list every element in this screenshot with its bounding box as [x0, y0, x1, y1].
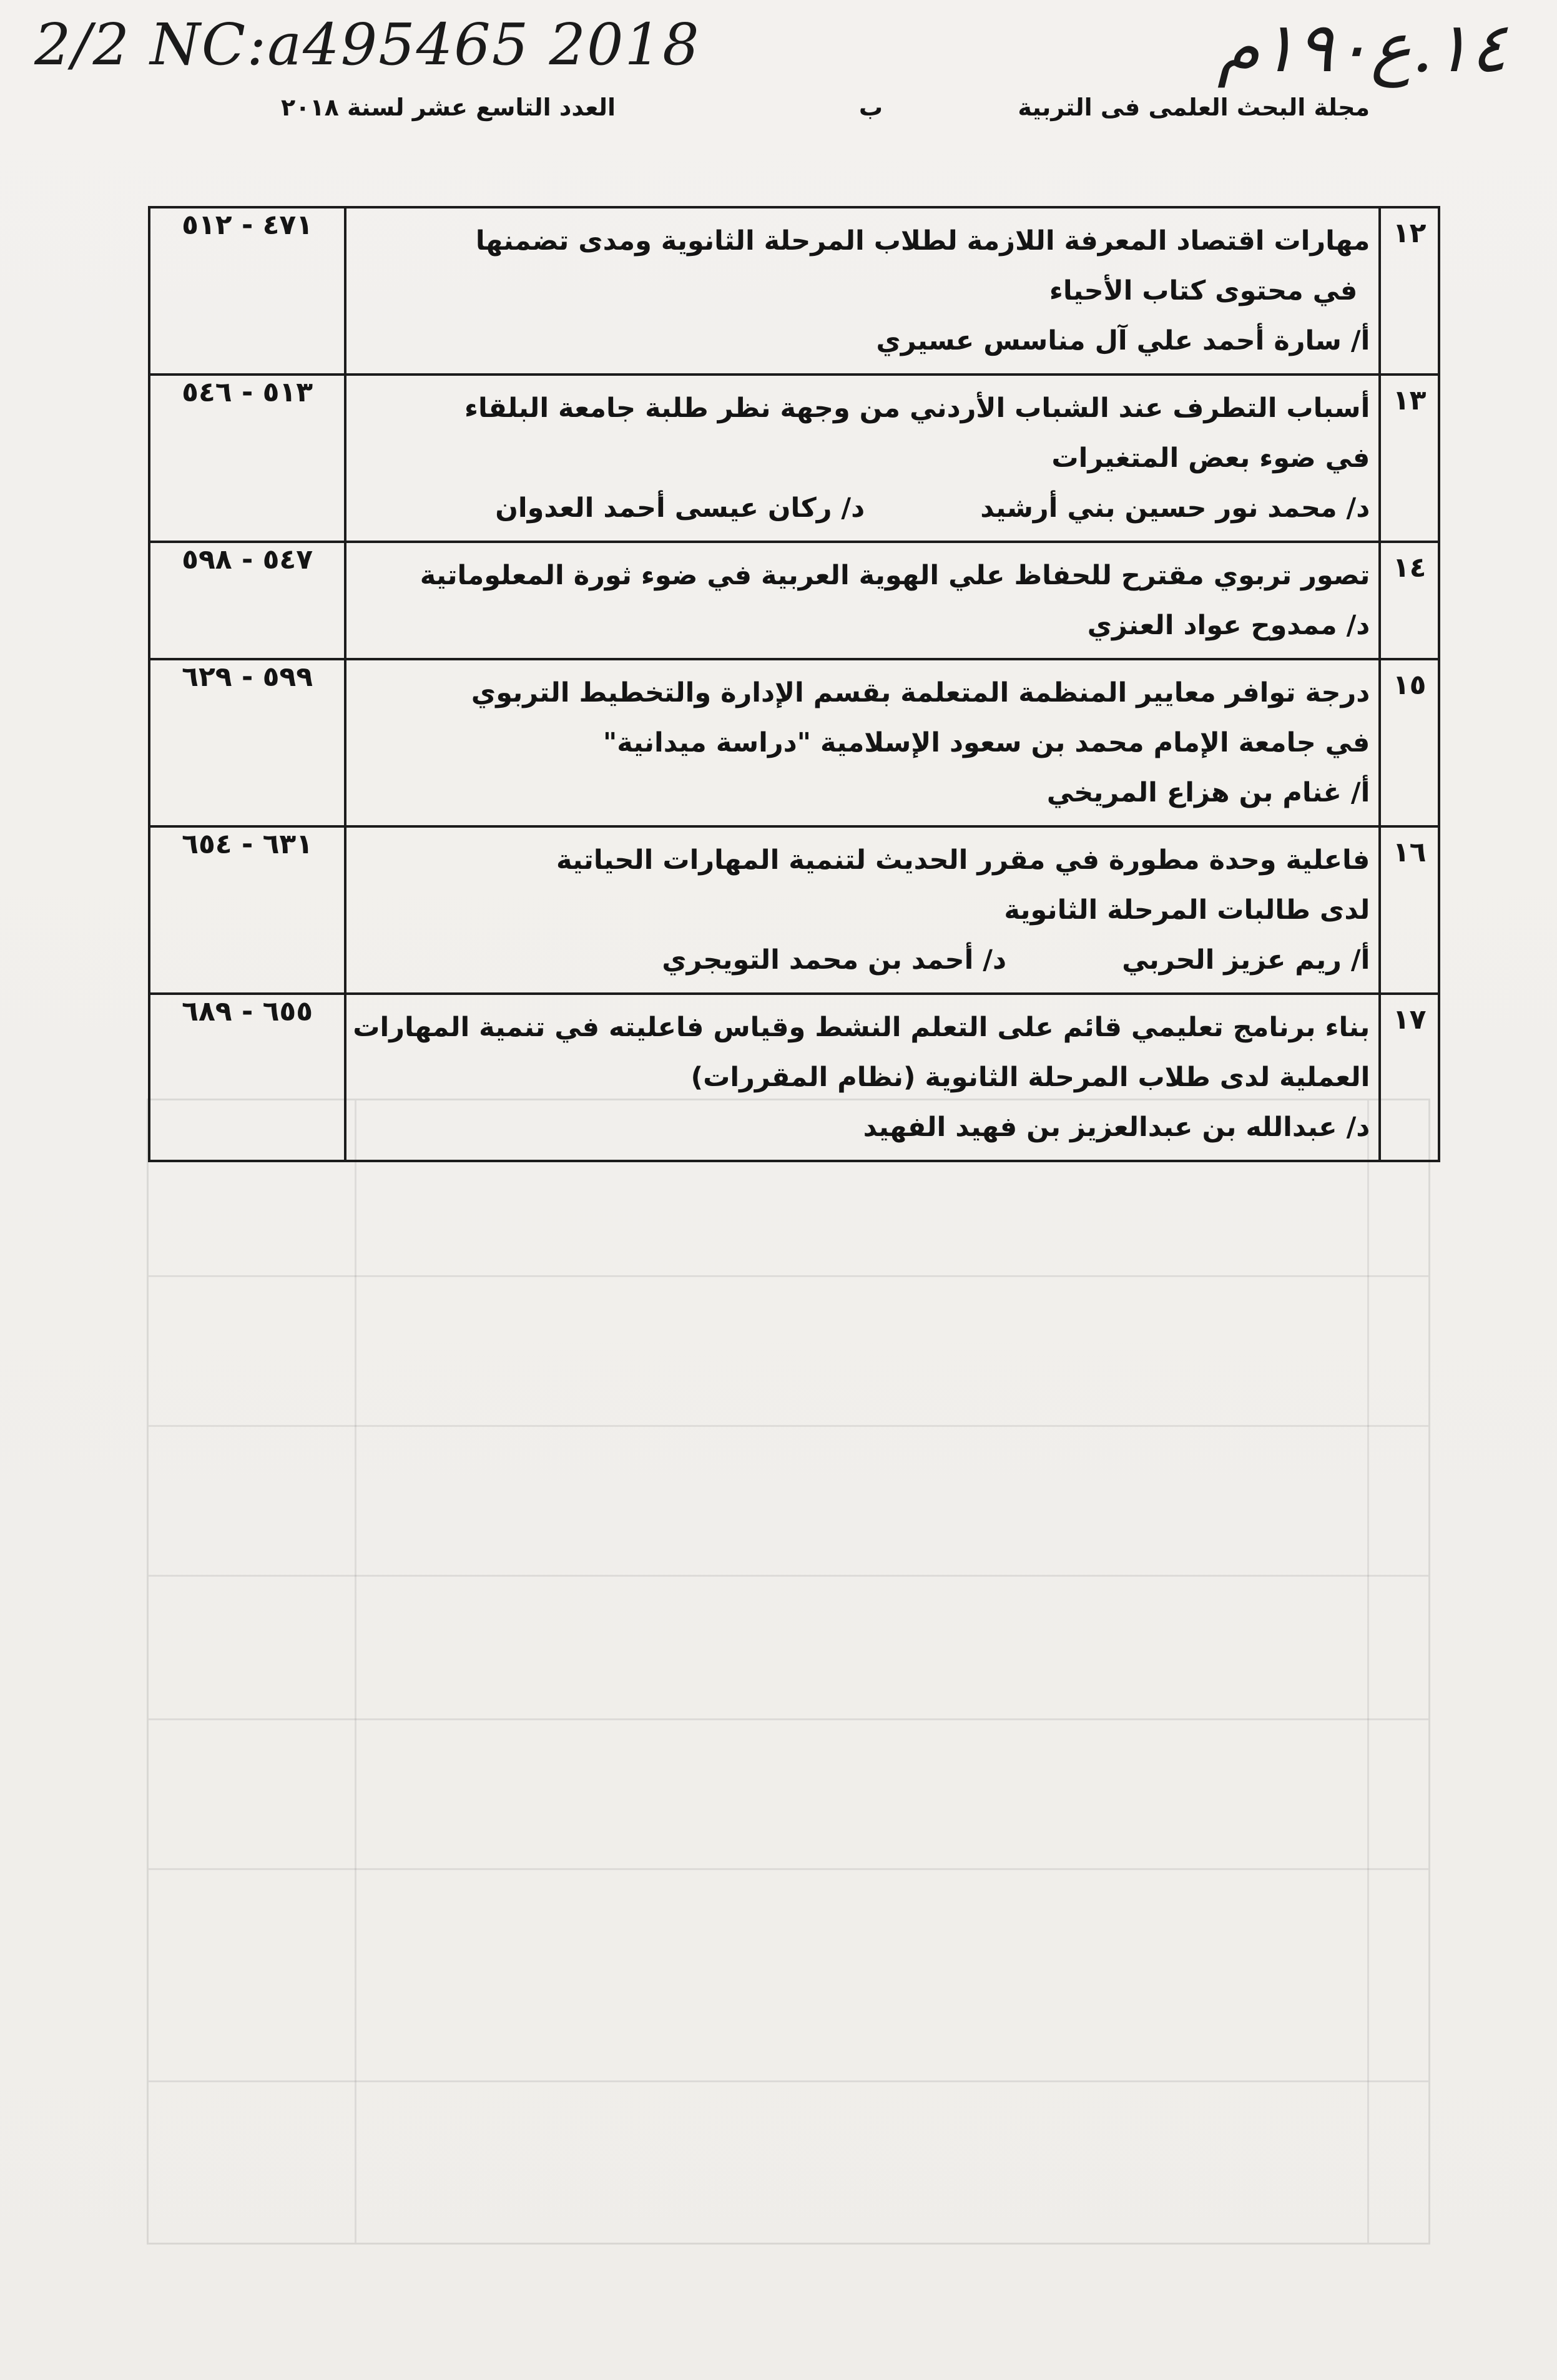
- page-range: ٦٣١ - ٦٥٤: [149, 826, 345, 994]
- page-range: ٥١٣ - ٥٤٦: [149, 375, 345, 542]
- title-line: تصور تربوي مقترح للحفاظ علي الهوية العربية في ضوء ثورة المعلوماتية: [420, 560, 1370, 591]
- row-content: [345, 994, 1380, 1161]
- title-line: لدى طالبات المرحلة الثانوية: [1004, 894, 1370, 926]
- row-content: [345, 659, 1380, 826]
- title-line: بناء برنامج تعليمي قائم على التعلم النشط وقياس فاعليته في تنمية المهارات: [353, 1012, 1370, 1043]
- author: د/ ركان عيسى أحمد العدوان: [495, 492, 865, 524]
- page-range: ٤٧١ - ٥١٢: [149, 207, 345, 375]
- page-range: ٦٥٥ - ٦٨٩: [149, 994, 345, 1161]
- author-line: [353, 483, 1370, 533]
- row-content: [345, 542, 1380, 659]
- author: أ/ سارة أحمد علي آل مناسس عسيري: [876, 325, 1370, 356]
- row-content: [345, 375, 1380, 542]
- author: د/ محمد نور حسين بني أرشيد: [980, 492, 1370, 524]
- row-number: ١٥: [1380, 659, 1439, 826]
- author: د/ عبدالله بن عبدالعزيز بن فهيد الفهيد: [863, 1112, 1370, 1143]
- title-line: في جامعة الإمام محمد بن سعود الإسلامية "دراسة ميدانية": [602, 727, 1370, 758]
- row-content: [345, 207, 1380, 375]
- author: د/ أحمد بن محمد التويجري: [662, 944, 1007, 976]
- title-line: فاعلية وحدة مطورة في مقرر الحديث لتنمية المهارات الحياتية: [556, 845, 1370, 876]
- title-line: درجة توافر معايير المنظمة المتعلمة بقسم الإدارة والتخطيط التربوي: [471, 677, 1370, 708]
- journal-section: ب: [858, 94, 883, 121]
- page-range: ٥٤٧ - ٥٩٨: [149, 542, 345, 659]
- author-line: [353, 935, 1370, 985]
- table-row: [149, 659, 1439, 826]
- table-row: [149, 994, 1439, 1161]
- row-number: ١٦: [1380, 826, 1439, 994]
- row-number: ١٣: [1380, 375, 1439, 542]
- row-number: ١٧: [1380, 994, 1439, 1161]
- title-line: في محتوى كتاب الأحياء: [1049, 275, 1358, 306]
- journal-header: [137, 94, 1370, 144]
- author: أ/ غنام بن هزاع المريخي: [1046, 777, 1370, 808]
- table-row: [149, 826, 1439, 994]
- title-line: مهارات اقتصاد المعرفة اللازمة لطلاب المرحلة الثانوية ومدى تضمنها: [475, 225, 1370, 257]
- journal-issue: العدد التاسع عشر لسنة ٢٠١٨: [281, 94, 616, 121]
- table-row: [149, 375, 1439, 542]
- show-through-table: [147, 1099, 1430, 2245]
- contents-table: [148, 206, 1440, 1162]
- author: د/ ممدوح عواد العنزي: [1087, 610, 1370, 641]
- table-row: [149, 207, 1439, 375]
- title-line: في ضوء بعض المتغيرات: [1051, 443, 1370, 474]
- handwritten-code: ١٤.ع١٩٠م: [1217, 7, 1507, 87]
- page-range: ٥٩٩ - ٦٢٩: [149, 659, 345, 826]
- table-row: [149, 542, 1439, 659]
- journal-name: مجلة البحث العلمى فى التربية: [1018, 94, 1370, 121]
- title-line: العملية لدى طلاب المرحلة الثانوية (نظام المقررات): [690, 1062, 1370, 1093]
- title-line: أسباب التطرف عند الشباب الأردني من وجهة نظر طلبة جامعة البلقاء: [464, 393, 1370, 424]
- row-number: ١٢: [1380, 207, 1439, 375]
- row-content: [345, 826, 1380, 994]
- author: أ/ ريم عزيز الحربي: [1122, 944, 1370, 976]
- handwritten-reference: 2/2 NC:a495465 2018: [34, 11, 700, 78]
- row-number: ١٤: [1380, 542, 1439, 659]
